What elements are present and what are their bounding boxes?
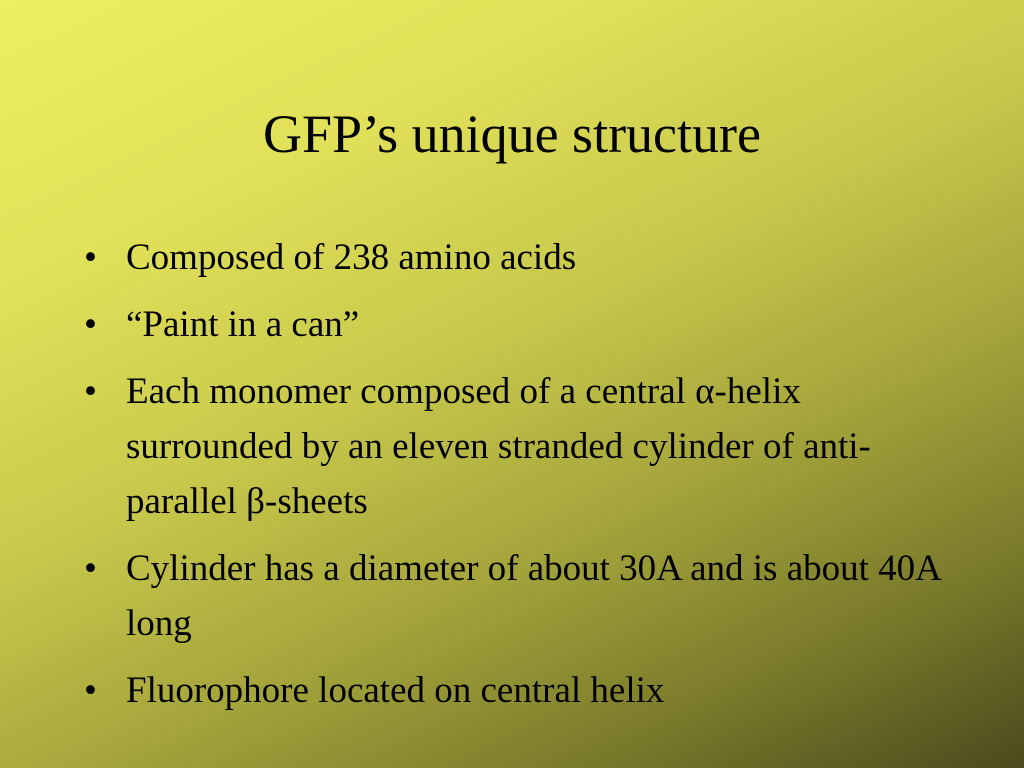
bullet-marker: • [84,670,97,711]
bullet-marker: • [84,304,97,345]
bullet-list [82,230,962,730]
bullet-marker: • [84,548,97,589]
bullet-text: Composed of 238 amino acids [126,237,577,278]
bullet-text: “Paint in a can” [126,304,360,345]
bullet-item [82,364,962,529]
bullet-text: Fluorophore located on central helix [126,670,665,711]
bullet-item [82,541,962,651]
bullet-marker: • [84,237,97,278]
bullet-text: Each monomer composed of a central α-helix surrounded by an eleven stranded cylinder of anti-parallel β-sheets [126,371,871,522]
bullet-item [82,230,962,285]
bullet-text: Cylinder has a diameter of about 30A and is about 40A long [126,548,940,644]
bullet-marker: • [84,371,97,412]
bullet-item [82,663,962,718]
slide-title: GFP’s unique structure [263,104,761,164]
bullet-item [82,297,962,352]
